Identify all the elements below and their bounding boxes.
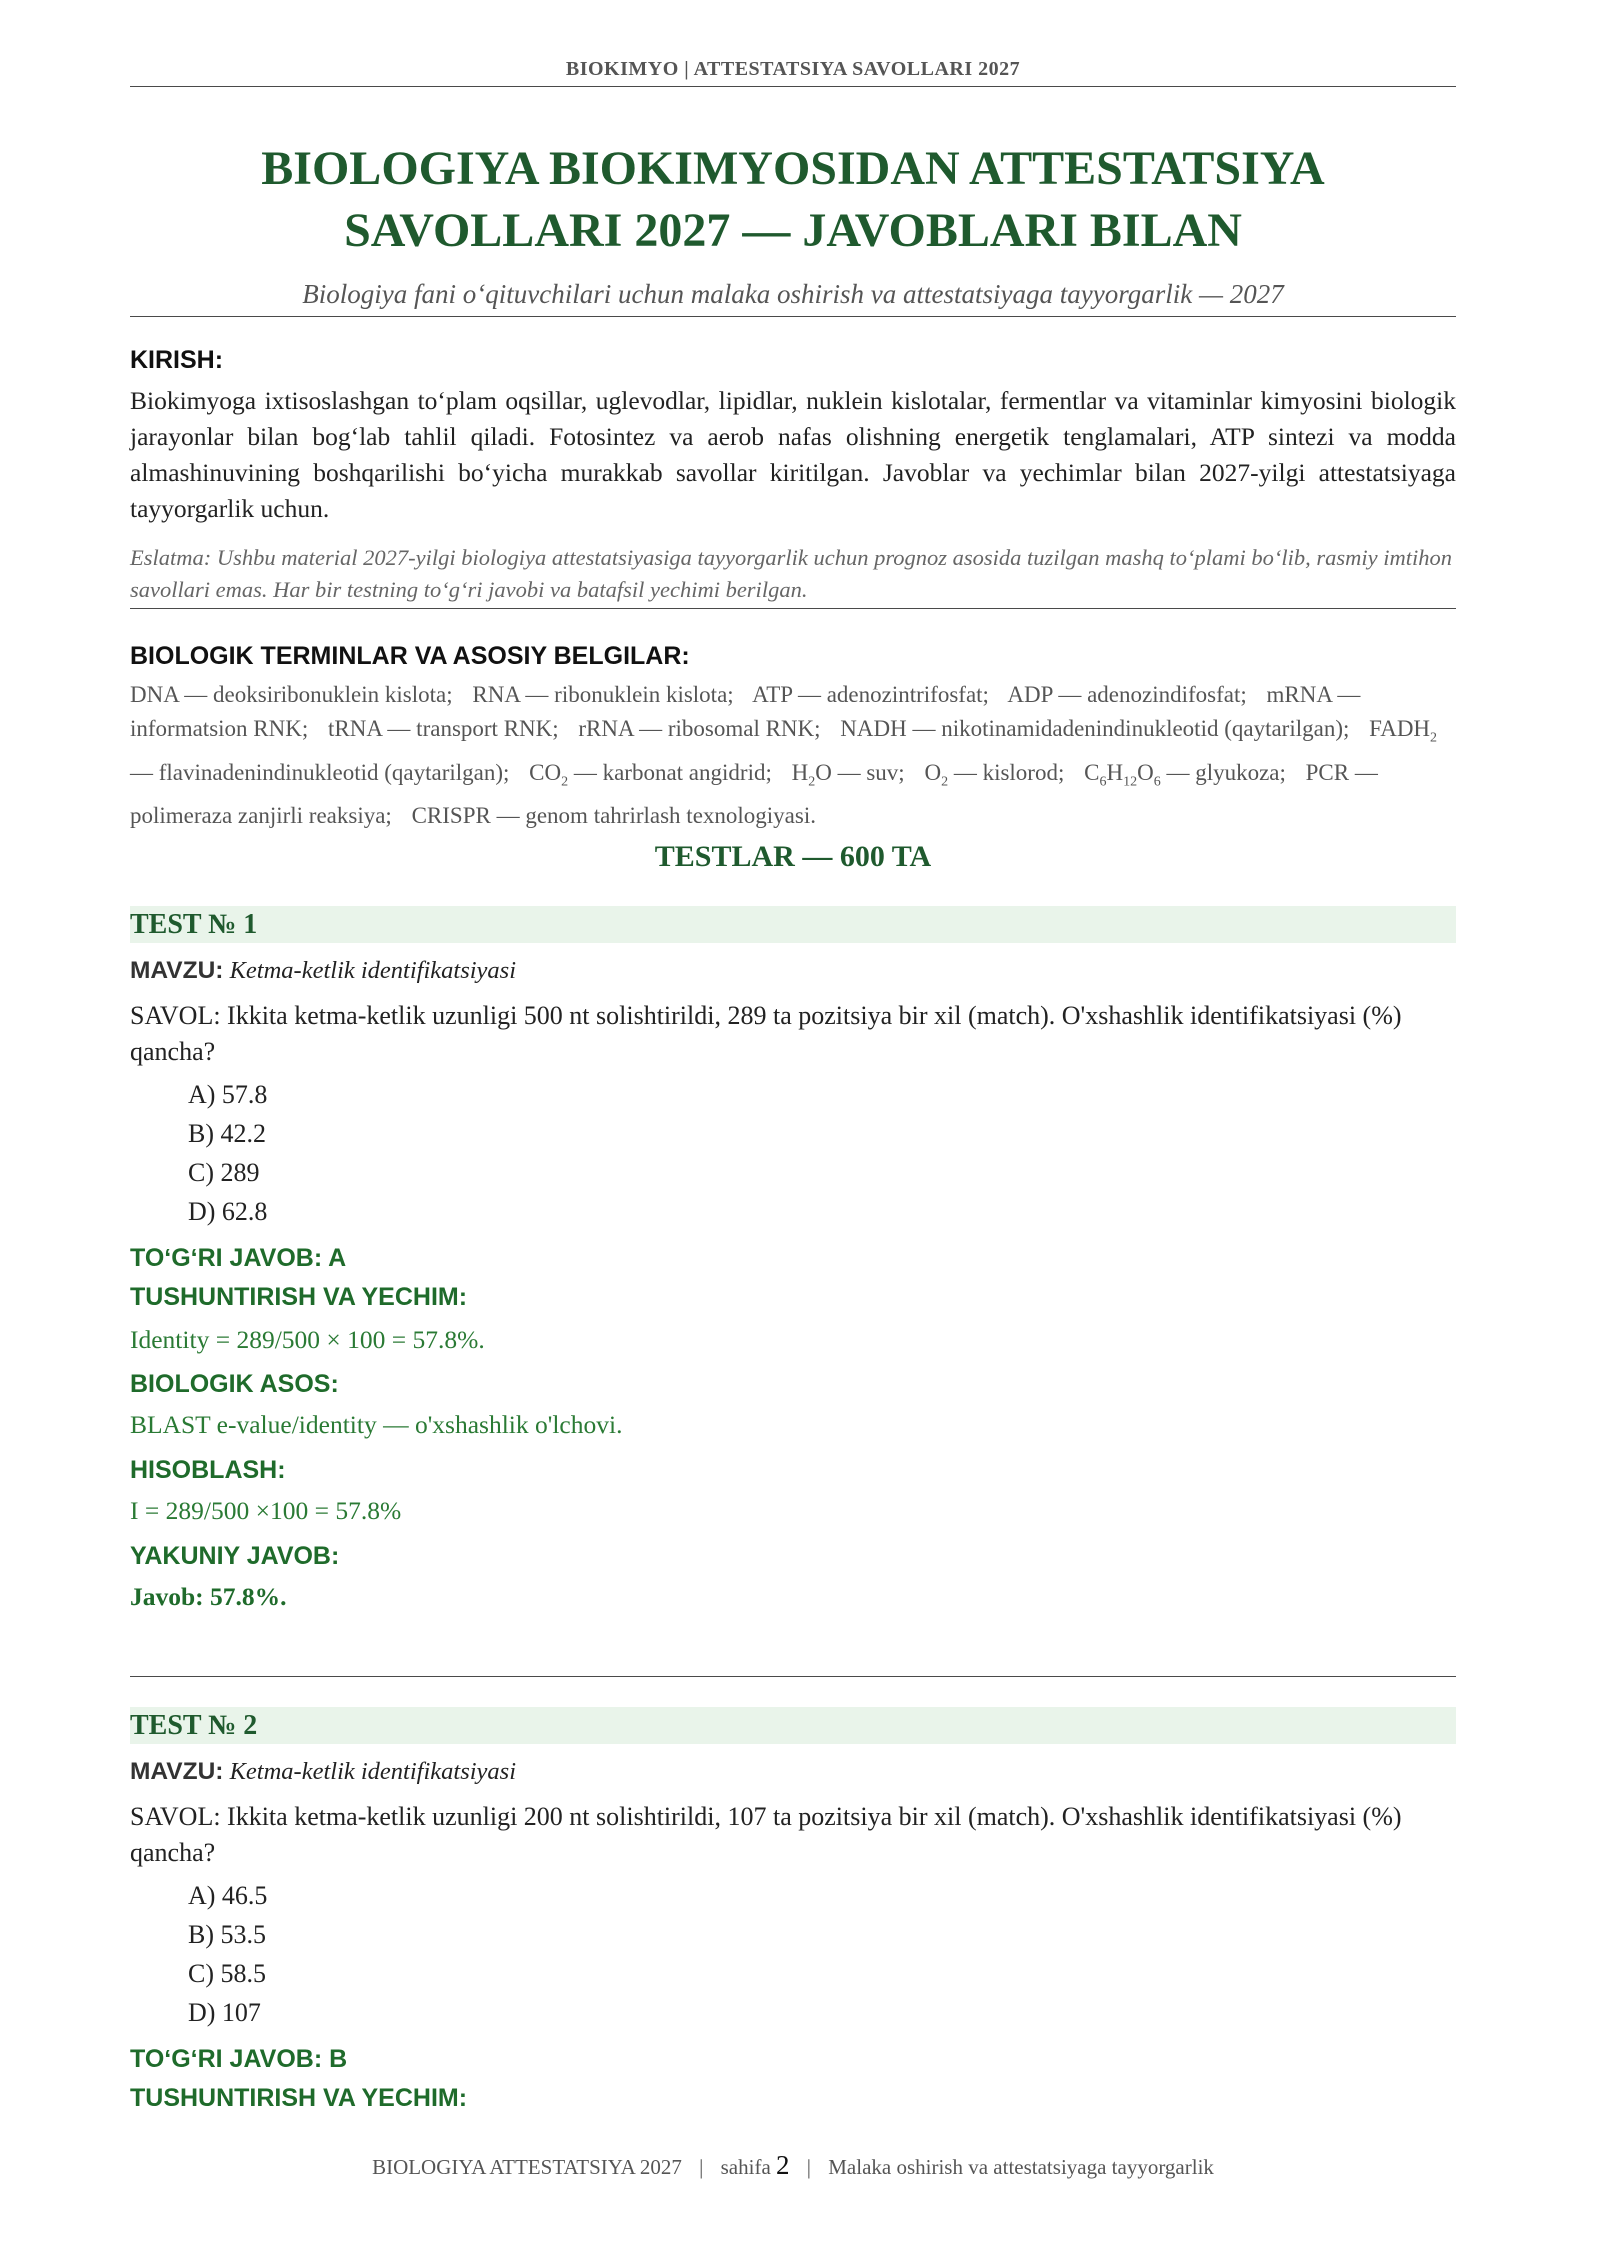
page-title [130, 138, 1456, 262]
test-2-topic [130, 1758, 516, 1786]
test-1-basis: BLAST e-value/identity — o'xshashlik o'lchovi. [130, 1410, 623, 1439]
test-2-option-c: C) 58.5 [188, 1959, 266, 1988]
term-adp: ADP — adenozindifosfat; [1007, 682, 1247, 707]
test-1-option-b: B) 42.2 [188, 1119, 266, 1148]
intro-note: Eslatma: Ushbu material 2027-yilgi biologiya attestatsiyasiga tayyorgarlik uchun prognoz asosida tuzilgan mashq toʻplami boʻlib, rasmiy imtihon savollari emas. Har bir testning toʻgʻri javobi va batafsil yechimi berilgan. [130, 545, 1453, 602]
test-1-final-answer: Javob: 57.8%. [130, 1582, 287, 1611]
test-2-question: SAVOL: Ikkita ketma-ketlik uzunligi 200 nt solishtirildi, 107 ta pozitsiya bir xil (match). O'xshashlik identifikatsiyasi (%) qancha? [130, 1802, 1402, 1867]
page-footer [130, 2150, 1456, 2181]
term-h2o: $H_2O$ — suv; [791, 759, 905, 790]
test-2-explanation-heading: TUSHUNTIRISH VA YECHIM: [130, 2084, 468, 2112]
term-glucose: $C_6H_{12}O_6$ — glyukoza; [1084, 759, 1286, 790]
term-nadh: NADH — nikotinamidadenindinukleotid (qaytarilgan); [840, 716, 1350, 741]
title-line-2: SAVOLLARI 2027 — JAVOBLARI BILAN [344, 204, 1242, 257]
test-1-question: SAVOL: Ikkita ketma-ketlik uzunligi 500 nt solishtirildi, 289 ta pozitsiya bir xil (match). O'xshashlik identifikatsiyasi (%) qancha? [130, 1001, 1402, 1066]
footer-page-label: sahifa [720, 2155, 771, 2179]
test-2-option-b: B) 53.5 [188, 1920, 266, 1949]
header-rule [130, 86, 1456, 87]
terms-heading: BIOLOGIK TERMINLAR VA ASOSIY BELGILAR: [130, 642, 690, 670]
test-1-calc-heading: HISOBLASH: [130, 1456, 286, 1484]
term-dna: DNA — deoksiribonuklein kislota; [130, 682, 453, 707]
topic-value: Ketma-ketlik identifikatsiyasi [229, 957, 517, 984]
test-2-correct-answer: TOʻGʻRI JAVOB: B [130, 2045, 348, 2073]
term-pcr: PCR — polimeraza zanjirli reaksiya; [130, 759, 1378, 829]
test-separator [130, 1676, 1456, 1677]
term-o2: $O_2$ — kislorod; [924, 759, 1065, 790]
test-2-option-d: D) 107 [188, 1998, 261, 2027]
term-mrna: mRNA — informatsion RNK; [130, 682, 1361, 741]
page-number: 2 [776, 2150, 790, 2180]
test-1-calc: I = 289/500 ×100 = 57.8% [130, 1496, 402, 1525]
topic-label: MAVZU: [130, 1758, 224, 1785]
term-rrna: rRNA — ribosomal RNK; [578, 716, 821, 741]
test-2-header [130, 1707, 1456, 1744]
intro-rule [130, 608, 1456, 609]
test-1-final-heading: YAKUNIY JAVOB: [130, 1542, 340, 1570]
topic-value: Ketma-ketlik identifikatsiyasi [229, 1758, 517, 1785]
running-head: BIOKIMYO | ATTESTATSIYA SAVOLLARI 2027 [565, 58, 1021, 80]
footer-title: BIOLOGIYA ATTESTATSIYA 2027 [372, 2155, 682, 2179]
term-co2: $CO_2$ — karbonat angidrid; [529, 759, 772, 790]
test-1-option-c: C) 289 [188, 1158, 260, 1187]
test-1-correct-answer: TOʻGʻRI JAVOB: A [130, 1244, 347, 1272]
intro-heading: KIRISH: [130, 346, 224, 374]
test-1-title: TEST № 1 [130, 909, 258, 940]
test-2-option-a: A) 46.5 [188, 1881, 268, 1910]
test-1-header [130, 906, 1456, 943]
term-trna: tRNA — transport RNK; [328, 716, 559, 741]
title-rule [130, 316, 1456, 317]
tests-section-title: TESTLAR — 600 TA [654, 840, 932, 873]
test-1-basis-heading: BIOLOGIK ASOS: [130, 1370, 339, 1398]
footer-separator: | [699, 2155, 704, 2179]
test-1-option-a: A) 57.8 [188, 1080, 268, 1109]
term-atp: ATP — adenozintrifosfat; [752, 682, 989, 707]
title-line-1: BIOLOGIYA BIOKIMYOSIDAN ATTESTATSIYA [261, 142, 1325, 195]
term-fadh2: $FADH_2$ — flavinadenindinukleotid (qaytarilgan); [130, 716, 1438, 785]
term-crispr: CRISPR — genom tahrirlash texnologiyasi. [411, 803, 816, 829]
terms-list [130, 678, 1456, 833]
term-rna: RNA — ribonuklein kislota; [472, 682, 734, 707]
test-1-explanation-heading: TUSHUNTIRISH VA YECHIM: [130, 1283, 468, 1311]
footer-subtitle: Malaka oshirish va attestatsiyaga tayyorgarlik [828, 2155, 1214, 2179]
intro-paragraph: Biokimyoga ixtisoslashgan toʻplam oqsillar, uglevodlar, lipidlar, nuklein kislotalar, fermentlar va vitaminlar kimyosini biologik jarayonlar bilan bogʻlab tahlil qiladi. Fotosintez va aerob nafas olishning energetik tenglamalari, ATP sintezi va modda almashinuvining boshqarilishi boʻyicha murakkab savollar kiritilgan. Javoblar va yechimlar bilan 2027-yilgi attestatsiyaga tayyorgarlik uchun. [130, 386, 1456, 523]
test-1-topic [130, 957, 516, 985]
topic-label: MAVZU: [130, 957, 224, 984]
footer-separator: | [806, 2155, 811, 2179]
test-1-explanation: Identity = 289/500 × 100 = 57.8%. [130, 1325, 485, 1354]
page-subtitle: Biologiya fani oʻqituvchilari uchun malaka oshirish va attestatsiyaga tayyorgarlik — 2027 [302, 279, 1284, 309]
test-2-title: TEST № 2 [130, 1710, 258, 1741]
test-1-option-d: D) 62.8 [188, 1197, 268, 1226]
